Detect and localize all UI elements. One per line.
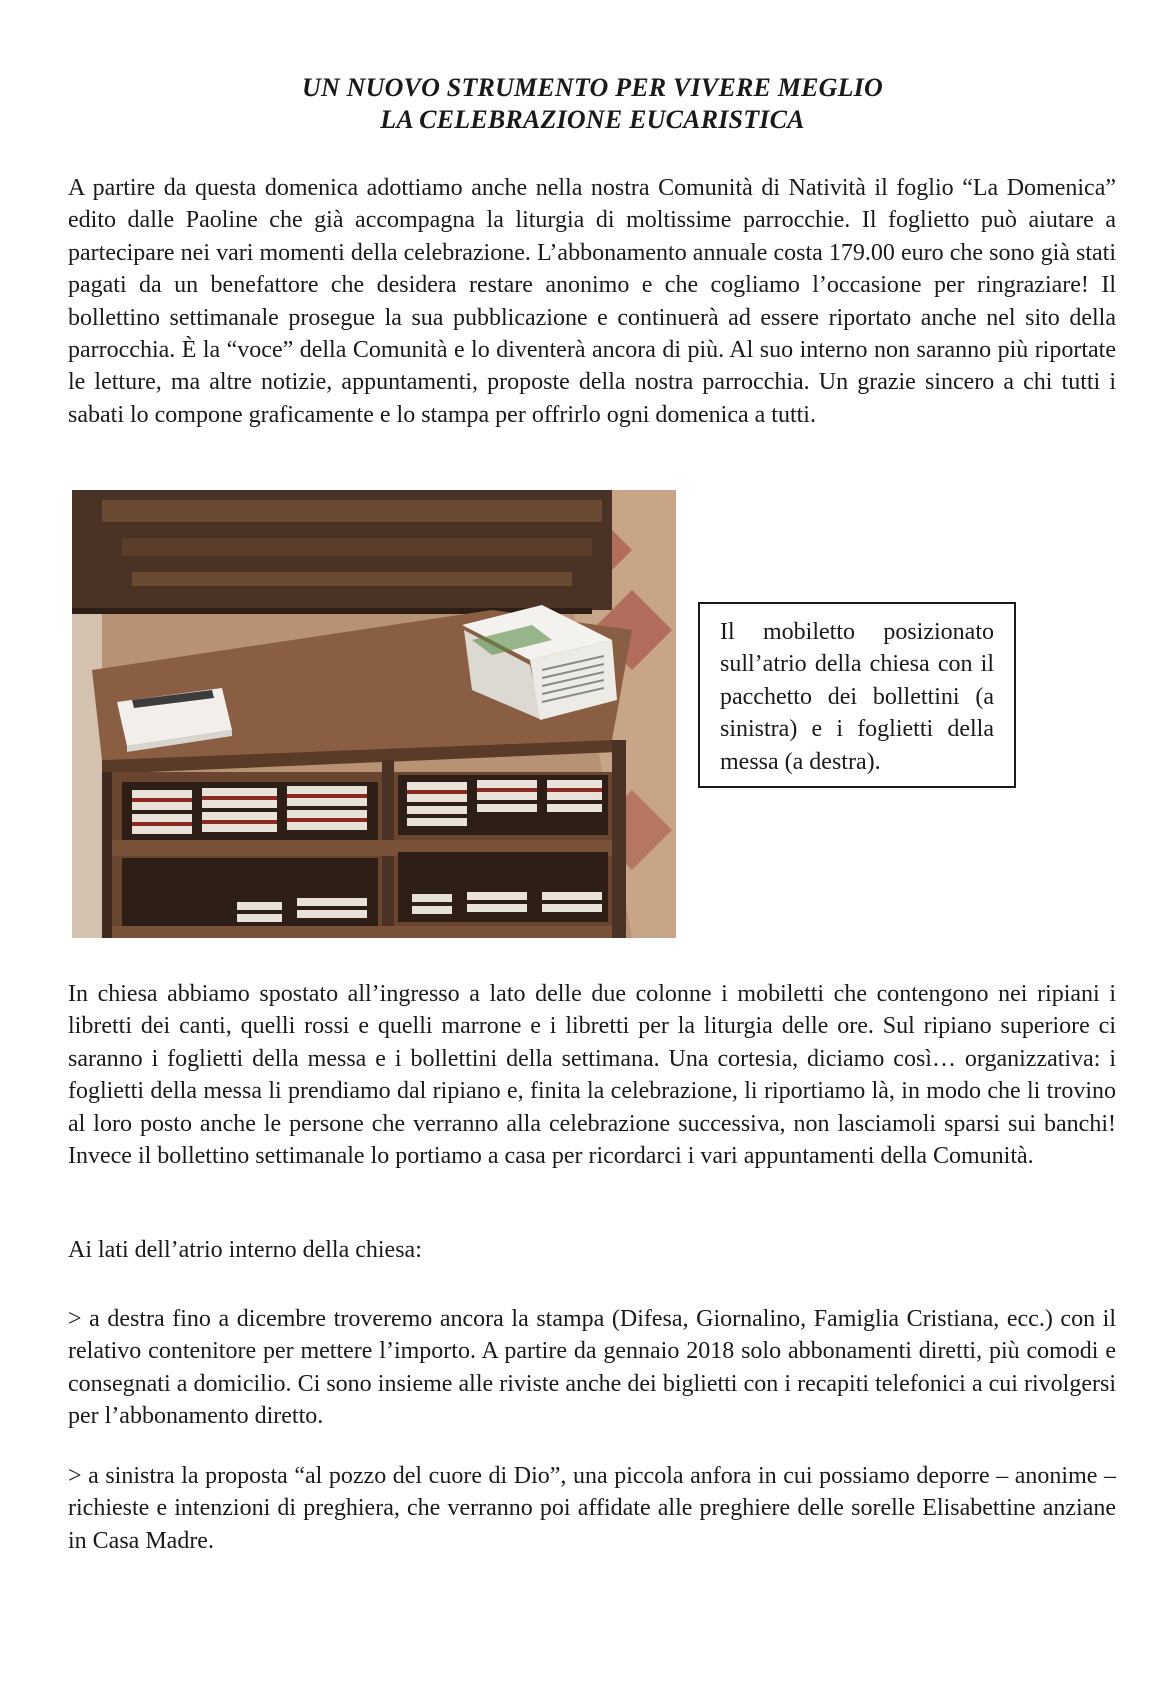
shelf-photo	[72, 490, 676, 938]
photo-caption-box	[698, 602, 1016, 788]
shelf-paragraph: In chiesa abbiamo spostato all’ingresso a lato delle due colonne i mobiletti che contengono nei ripiani i libretti dei canti, quelli rossi e quelli marrone e i libretti per la liturgia delle ore. Sul ripiano superiore ci saranno i foglietti della messa e i bollettini della settimana. Una cortesia, diciamo così… organizzativa: i foglietti della messa li prendiamo dal ripiano e, finita la celebrazione, li riportiamo là, in modo che li trovino al loro posto anche le persone che verranno alla celebrazione successiva, non lasciamoli sparsi sui banchi! Invece il bollettino settimanale lo portiamo a casa per ricordarci i vari appuntamenti della Comunità.	[68, 981, 1116, 1170]
intro-paragraph: A partire da questa domenica adottiamo anche nella nostra Comunità di Natività il foglio “La Domenica” edito dalle Paoline che già accompagna la liturgia di moltissime parrocchie. Il foglietto può aiutare a partecipare nei vari momenti della celebrazione. L’abbonamento annuale costa 179.00 euro che sono già stati pagati da un benefattore che desidera restare anonimo e che cogliamo l’occasione per ringraziare! Il bollettino settimanale prosegue la sua pubblicazione e continuerà ad essere riportato anche nel sito della parrocchia. È la “voce” della Comunità e lo diventerà ancora di più. Al suo interno non saranno più riportate le letture, ma altre notizie, appuntamenti, proposte della nostra parrocchia. Un grazie sincero a chi tutti i sabati lo compone graficamente e lo stampa per offrirlo ogni domenica a tutti.	[68, 175, 1116, 428]
title-line-2: LA CELEBRAZIONE EUCARISTICA	[380, 105, 805, 134]
left-side-paragraph: > a sinistra la proposta “al pozzo del cuore di Dio”, una piccola anfora in cui possiamo deporre – anonime – richieste e intenzioni di preghiera, che verranno poi affidate alle preghiere delle sorelle Elisabettine anziane in Casa Madre.	[68, 1463, 1116, 1554]
atrium-intro-paragraph: Ai lati dell’atrio interno della chiesa:	[68, 1237, 422, 1263]
right-side-paragraph: > a destra fino a dicembre troveremo ancora la stampa (Difesa, Giornalino, Famiglia Cristiana, ecc.) con il relativo contenitore per mettere l’importo. A partire da gennaio 2018 solo abbonamenti diretti, più comodi e consegnati a domicilio. Ci sono insieme alle riviste anche dei biglietti con i recapiti telefonici a cui rivolgersi per l’abbonamento diretto.	[68, 1306, 1116, 1430]
title-line-1: UN NUOVO STRUMENTO PER VIVERE MEGLIO	[302, 73, 883, 102]
photo-caption: Il mobiletto posizionato sull’atrio della chiesa con il pacchetto dei bollettini (a sinistra) e i foglietti della messa (a destra).	[720, 619, 994, 775]
